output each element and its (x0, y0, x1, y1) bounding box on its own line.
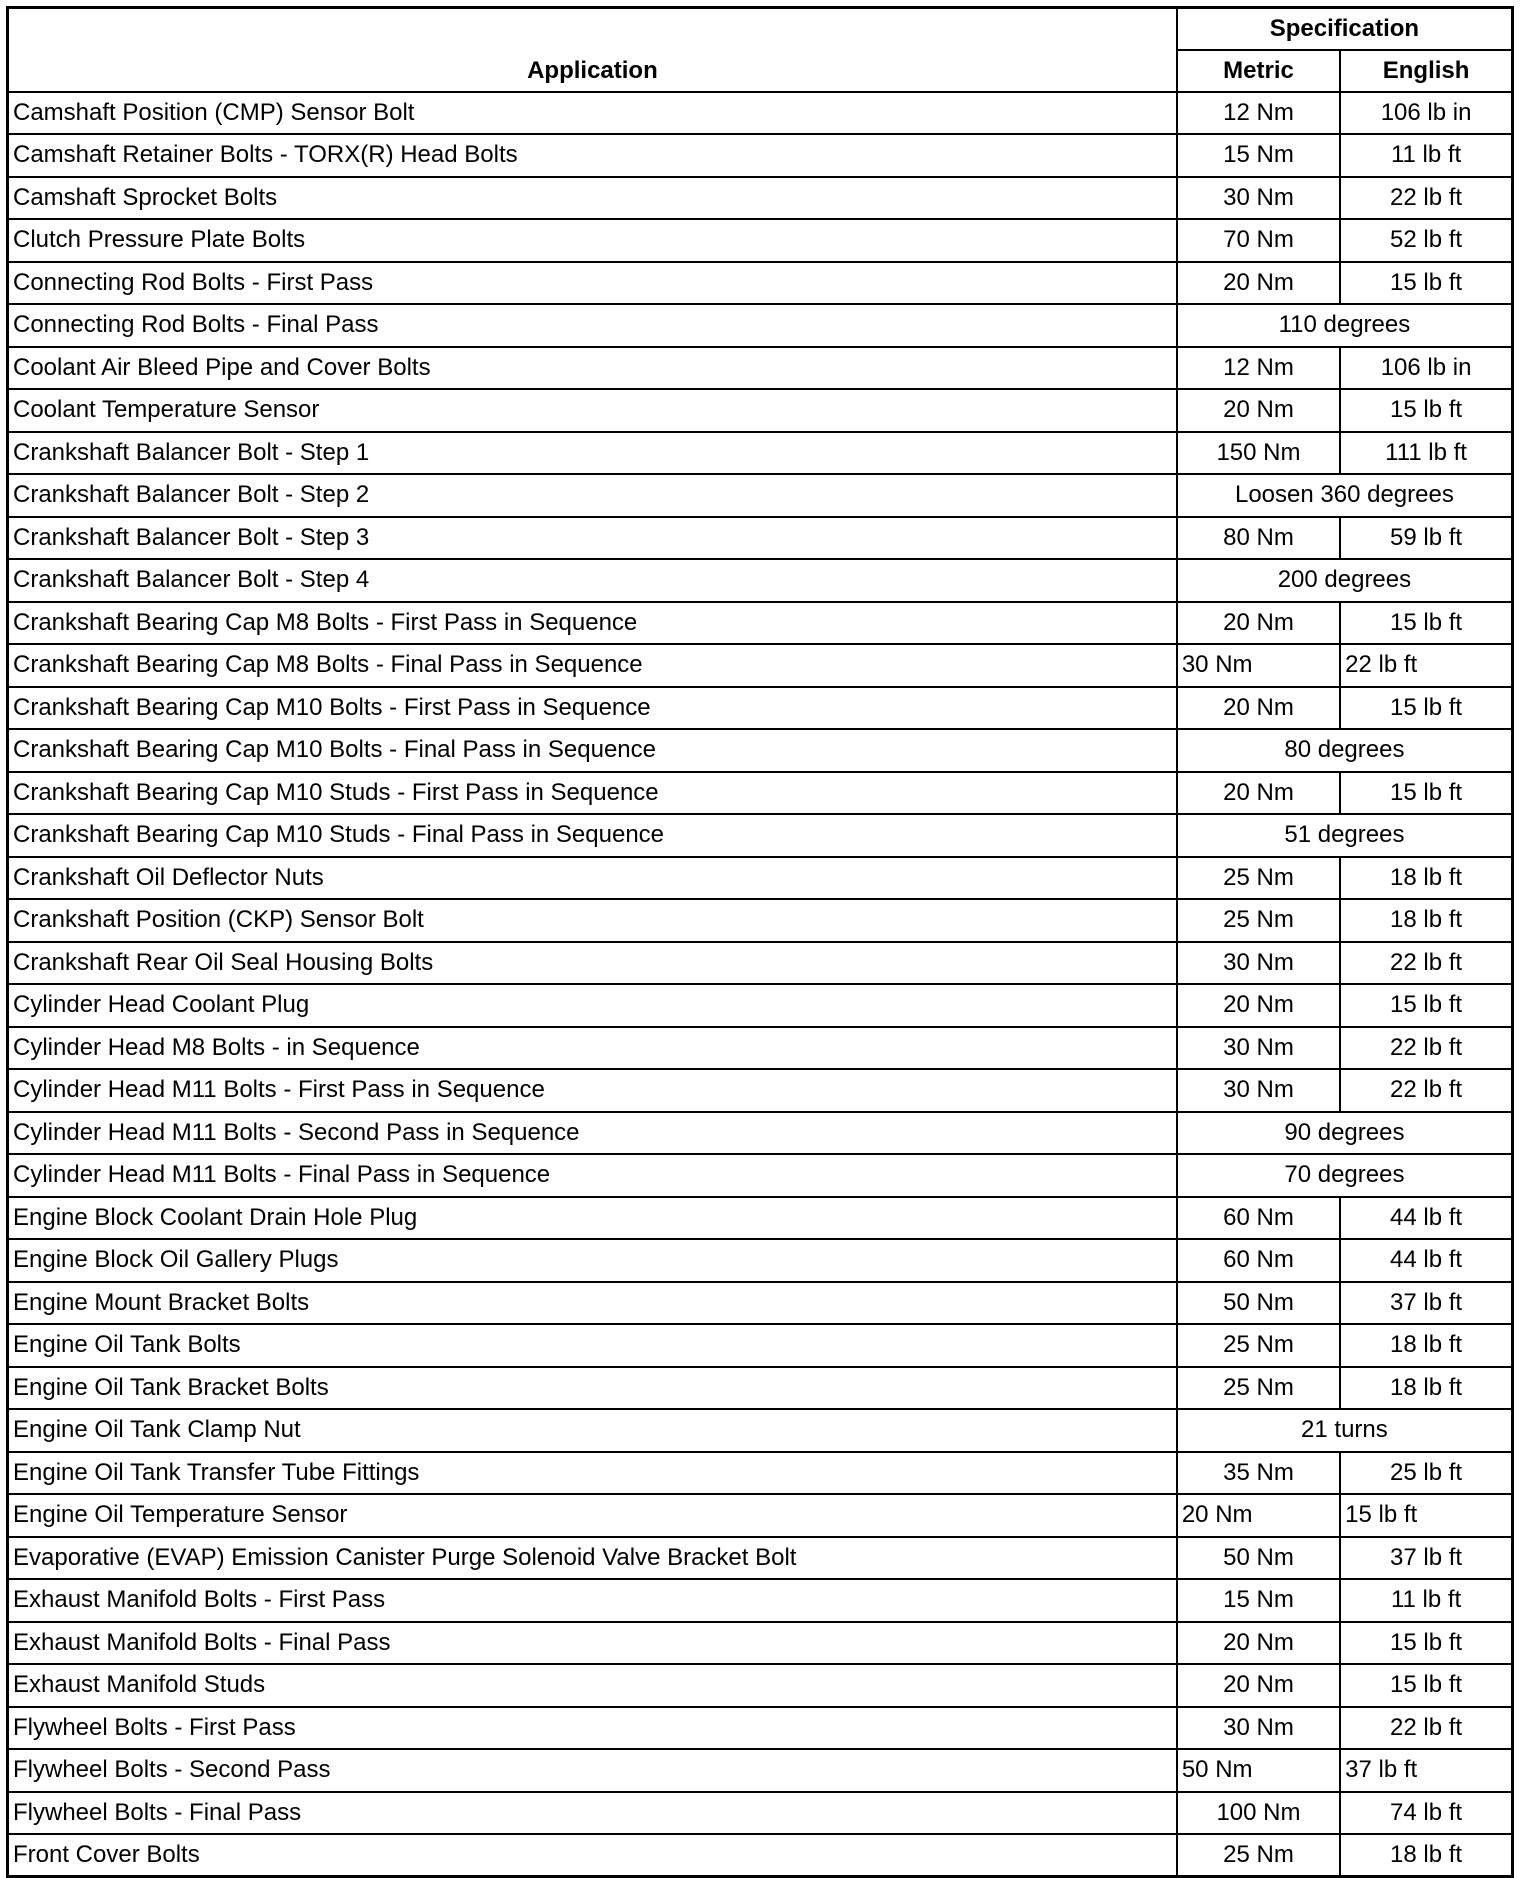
english-cell: 15 lb ft (1340, 1494, 1512, 1537)
table-row (8, 1664, 1513, 1707)
english-cell: 18 lb ft (1340, 1324, 1512, 1367)
table-row (8, 1367, 1513, 1410)
english-cell: 37 lb ft (1340, 1749, 1512, 1792)
specification-cell: Loosen 360 degrees (1177, 474, 1513, 517)
english-cell: 22 lb ft (1340, 1069, 1512, 1112)
application-cell: Cylinder Head M8 Bolts - in Sequence (8, 1027, 1177, 1070)
metric-cell: 50 Nm (1177, 1537, 1340, 1580)
english-cell: 15 lb ft (1340, 1622, 1512, 1665)
metric-cell: 60 Nm (1177, 1197, 1340, 1240)
metric-cell: 12 Nm (1177, 347, 1340, 390)
application-header: Application (8, 8, 1177, 92)
application-cell: Cylinder Head M11 Bolts - First Pass in Sequence (8, 1069, 1177, 1112)
english-cell: 22 lb ft (1340, 1707, 1512, 1750)
application-cell: Crankshaft Bearing Cap M8 Bolts - First Pass in Sequence (8, 602, 1177, 645)
table-row (8, 432, 1513, 475)
application-cell: Engine Oil Tank Bolts (8, 1324, 1177, 1367)
application-cell: Crankshaft Bearing Cap M10 Studs - First Pass in Sequence (8, 772, 1177, 815)
table-row (8, 942, 1513, 985)
table-row (8, 1239, 1513, 1282)
table-row (8, 1197, 1513, 1240)
metric-cell: 25 Nm (1177, 1324, 1340, 1367)
table-row (8, 134, 1513, 177)
metric-cell: 30 Nm (1177, 644, 1340, 687)
english-cell: 44 lb ft (1340, 1197, 1512, 1240)
english-cell: 44 lb ft (1340, 1239, 1512, 1282)
application-cell: Crankshaft Balancer Bolt - Step 3 (8, 517, 1177, 560)
english-cell: 18 lb ft (1340, 899, 1512, 942)
english-cell: 22 lb ft (1340, 942, 1512, 985)
table-row (8, 1834, 1513, 1877)
table-row (8, 857, 1513, 900)
table-row (8, 92, 1513, 135)
metric-cell: 30 Nm (1177, 177, 1340, 220)
application-cell: Cylinder Head M11 Bolts - Final Pass in Sequence (8, 1154, 1177, 1197)
english-cell: 22 lb ft (1340, 1027, 1512, 1070)
table-row (8, 1409, 1513, 1452)
english-cell: 22 lb ft (1340, 644, 1512, 687)
metric-cell: 20 Nm (1177, 772, 1340, 815)
table-row (8, 1027, 1513, 1070)
metric-cell: 150 Nm (1177, 432, 1340, 475)
specification-cell: 51 degrees (1177, 814, 1513, 857)
table-row (8, 1069, 1513, 1112)
application-cell: Engine Block Coolant Drain Hole Plug (8, 1197, 1177, 1240)
table-row (8, 474, 1513, 517)
metric-cell: 15 Nm (1177, 134, 1340, 177)
table-row (8, 1282, 1513, 1325)
english-cell: 74 lb ft (1340, 1792, 1512, 1835)
application-cell: Engine Oil Tank Bracket Bolts (8, 1367, 1177, 1410)
metric-cell: 30 Nm (1177, 942, 1340, 985)
metric-cell: 80 Nm (1177, 517, 1340, 560)
application-cell: Crankshaft Rear Oil Seal Housing Bolts (8, 942, 1177, 985)
application-cell: Crankshaft Bearing Cap M8 Bolts - Final Pass in Sequence (8, 644, 1177, 687)
metric-cell: 60 Nm (1177, 1239, 1340, 1282)
table-row (8, 1707, 1513, 1750)
application-cell: Evaporative (EVAP) Emission Canister Purge Solenoid Valve Bracket Bolt (8, 1537, 1177, 1580)
specification-cell: 110 degrees (1177, 304, 1513, 347)
english-cell: 15 lb ft (1340, 389, 1512, 432)
application-cell: Crankshaft Bearing Cap M10 Bolts - First Pass in Sequence (8, 687, 1177, 730)
english-cell: 106 lb in (1340, 347, 1512, 390)
english-cell: 59 lb ft (1340, 517, 1512, 560)
english-cell: 25 lb ft (1340, 1452, 1512, 1495)
table-row (8, 772, 1513, 815)
application-cell: Crankshaft Bearing Cap M10 Studs - Final Pass in Sequence (8, 814, 1177, 857)
table-row (8, 1154, 1513, 1197)
application-cell: Exhaust Manifold Bolts - Final Pass (8, 1622, 1177, 1665)
table-row (8, 1579, 1513, 1622)
table-row (8, 984, 1513, 1027)
metric-cell: 20 Nm (1177, 1494, 1340, 1537)
table-row (8, 1112, 1513, 1155)
english-cell: 37 lb ft (1340, 1537, 1512, 1580)
metric-cell: 25 Nm (1177, 899, 1340, 942)
application-cell: Connecting Rod Bolts - First Pass (8, 262, 1177, 305)
specification-cell: 80 degrees (1177, 729, 1513, 772)
table-row (8, 814, 1513, 857)
metric-cell: 30 Nm (1177, 1027, 1340, 1070)
application-cell: Camshaft Sprocket Bolts (8, 177, 1177, 220)
table-row (8, 644, 1513, 687)
english-cell: 22 lb ft (1340, 177, 1512, 220)
application-cell: Engine Mount Bracket Bolts (8, 1282, 1177, 1325)
english-cell: 15 lb ft (1340, 772, 1512, 815)
metric-cell: 20 Nm (1177, 1664, 1340, 1707)
metric-cell: 20 Nm (1177, 1622, 1340, 1665)
application-cell: Coolant Air Bleed Pipe and Cover Bolts (8, 347, 1177, 390)
table-row (8, 559, 1513, 602)
table-row (8, 899, 1513, 942)
table-row (8, 1792, 1513, 1835)
specification-header: Specification (1177, 8, 1513, 50)
application-cell: Crankshaft Bearing Cap M10 Bolts - Final Pass in Sequence (8, 729, 1177, 772)
table-row (8, 1324, 1513, 1367)
table-row (8, 1749, 1513, 1792)
english-cell: 15 lb ft (1340, 602, 1512, 645)
metric-cell: 20 Nm (1177, 262, 1340, 305)
torque-spec-table (6, 6, 1514, 1878)
application-cell: Coolant Temperature Sensor (8, 389, 1177, 432)
english-cell: 11 lb ft (1340, 134, 1512, 177)
application-cell: Engine Oil Temperature Sensor (8, 1494, 1177, 1537)
metric-cell: 50 Nm (1177, 1749, 1340, 1792)
table-row (8, 347, 1513, 390)
table-row (8, 304, 1513, 347)
application-cell: Exhaust Manifold Studs (8, 1664, 1177, 1707)
metric-cell: 15 Nm (1177, 1579, 1340, 1622)
table-row (8, 1452, 1513, 1495)
specification-cell: 200 degrees (1177, 559, 1513, 602)
metric-cell: 12 Nm (1177, 92, 1340, 135)
metric-cell: 30 Nm (1177, 1707, 1340, 1750)
english-cell: 18 lb ft (1340, 1367, 1512, 1410)
application-cell: Flywheel Bolts - Final Pass (8, 1792, 1177, 1835)
english-cell: 18 lb ft (1340, 857, 1512, 900)
metric-cell: 100 Nm (1177, 1792, 1340, 1835)
application-cell: Flywheel Bolts - First Pass (8, 1707, 1177, 1750)
application-cell: Front Cover Bolts (8, 1834, 1177, 1877)
table-row (8, 1494, 1513, 1537)
application-cell: Crankshaft Balancer Bolt - Step 1 (8, 432, 1177, 475)
application-cell: Connecting Rod Bolts - Final Pass (8, 304, 1177, 347)
metric-cell: 50 Nm (1177, 1282, 1340, 1325)
english-cell: 37 lb ft (1340, 1282, 1512, 1325)
application-cell: Engine Oil Tank Clamp Nut (8, 1409, 1177, 1452)
application-cell: Crankshaft Balancer Bolt - Step 4 (8, 559, 1177, 602)
table-row (8, 262, 1513, 305)
english-cell: 52 lb ft (1340, 219, 1512, 262)
table-row (8, 219, 1513, 262)
table-row (8, 687, 1513, 730)
table-row (8, 517, 1513, 560)
table-row (8, 177, 1513, 220)
metric-cell: 25 Nm (1177, 1834, 1340, 1877)
metric-cell: 35 Nm (1177, 1452, 1340, 1495)
metric-cell: 30 Nm (1177, 1069, 1340, 1112)
metric-cell: 20 Nm (1177, 984, 1340, 1027)
specification-cell: 70 degrees (1177, 1154, 1513, 1197)
english-cell: 111 lb ft (1340, 432, 1512, 475)
metric-cell: 70 Nm (1177, 219, 1340, 262)
english-cell: 11 lb ft (1340, 1579, 1512, 1622)
english-cell: 106 lb in (1340, 92, 1512, 135)
table-row (8, 729, 1513, 772)
table-row (8, 1622, 1513, 1665)
table-body (8, 92, 1513, 1877)
header-row-top (8, 8, 1513, 50)
application-cell: Camshaft Position (CMP) Sensor Bolt (8, 92, 1177, 135)
metric-cell: 20 Nm (1177, 389, 1340, 432)
english-cell: 15 lb ft (1340, 1664, 1512, 1707)
english-cell: 15 lb ft (1340, 984, 1512, 1027)
metric-cell: 25 Nm (1177, 1367, 1340, 1410)
table-row (8, 389, 1513, 432)
english-cell: 15 lb ft (1340, 687, 1512, 730)
application-cell: Cylinder Head Coolant Plug (8, 984, 1177, 1027)
application-cell: Cylinder Head M11 Bolts - Second Pass in Sequence (8, 1112, 1177, 1155)
english-cell: 18 lb ft (1340, 1834, 1512, 1877)
specification-cell: 21 turns (1177, 1409, 1513, 1452)
metric-cell: 25 Nm (1177, 857, 1340, 900)
specification-cell: 90 degrees (1177, 1112, 1513, 1155)
metric-cell: 20 Nm (1177, 602, 1340, 645)
application-cell: Crankshaft Oil Deflector Nuts (8, 857, 1177, 900)
metric-cell: 20 Nm (1177, 687, 1340, 730)
application-cell: Crankshaft Position (CKP) Sensor Bolt (8, 899, 1177, 942)
english-header: English (1340, 50, 1512, 92)
metric-header: Metric (1177, 50, 1340, 92)
application-cell: Engine Oil Tank Transfer Tube Fittings (8, 1452, 1177, 1495)
application-cell: Crankshaft Balancer Bolt - Step 2 (8, 474, 1177, 517)
application-cell: Exhaust Manifold Bolts - First Pass (8, 1579, 1177, 1622)
application-cell: Clutch Pressure Plate Bolts (8, 219, 1177, 262)
table-row (8, 1537, 1513, 1580)
application-cell: Engine Block Oil Gallery Plugs (8, 1239, 1177, 1282)
application-cell: Flywheel Bolts - Second Pass (8, 1749, 1177, 1792)
english-cell: 15 lb ft (1340, 262, 1512, 305)
application-cell: Camshaft Retainer Bolts - TORX(R) Head Bolts (8, 134, 1177, 177)
table-row (8, 602, 1513, 645)
